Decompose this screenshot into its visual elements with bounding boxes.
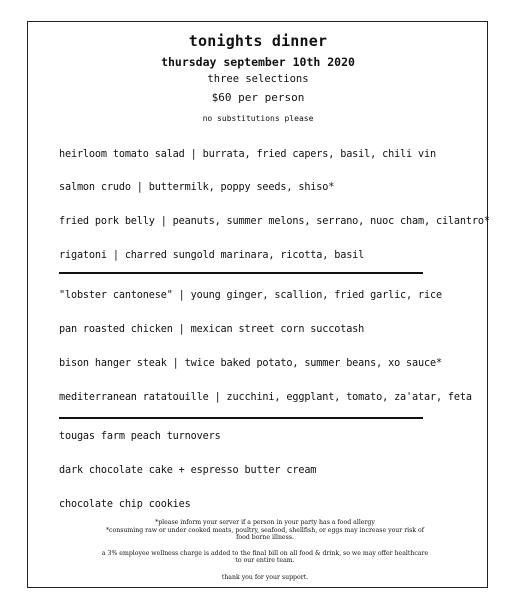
menu-item: rigatoni | charred sungold marinara, ricotta, basil xyxy=(59,250,365,261)
section-divider xyxy=(59,272,423,274)
no-substitutions-note: no substitutions please xyxy=(202,114,314,123)
price-per-person: $60 per person xyxy=(211,91,305,104)
thank-you-note: thank you for your support. xyxy=(221,574,309,581)
menu-item: bison hanger steak | twice baked potato, summer beans, xo sauce* xyxy=(59,358,442,369)
menu-item: "lobster cantonese" | young ginger, scallion, fried garlic, rice xyxy=(59,290,442,301)
menu-date: thursday september 10th 2020 xyxy=(161,55,355,69)
menu-item: fried pork belly | peanuts, summer melons, serrano, nuoc cham, cilantro* xyxy=(59,216,490,227)
selections-note: three selections xyxy=(207,73,309,85)
allergy-note: *please inform your server if a person in your party has a food allergy xyxy=(155,519,375,526)
menu-item: mediterranean ratatouille | zucchini, eggplant, tomato, za'atar, feta xyxy=(59,392,472,403)
menu-title: tonights dinner xyxy=(188,32,328,50)
wellness-charge-note: a 3% employee wellness charge is added to the final bill on all food & drink, so we may offer healthcare to our entire team. xyxy=(101,550,429,565)
dessert-item: tougas farm peach turnovers xyxy=(59,431,221,442)
menu-item: pan roasted chicken | mexican street corn succotash xyxy=(59,324,365,335)
dessert-item: dark chocolate cake + espresso butter cream xyxy=(59,465,317,476)
menu-item: salmon crudo | buttermilk, poppy seeds, shiso* xyxy=(59,182,335,193)
raw-food-warning: *consuming raw or under cooked meats, poultry, seafood, shellfish, or eggs may increase your risk of food borne illness. xyxy=(105,527,425,542)
menu-item: heirloom tomato salad | burrata, fried capers, basil, chili vin xyxy=(59,149,436,160)
dessert-item: chocolate chip cookies xyxy=(59,499,191,510)
section-divider xyxy=(59,417,423,419)
